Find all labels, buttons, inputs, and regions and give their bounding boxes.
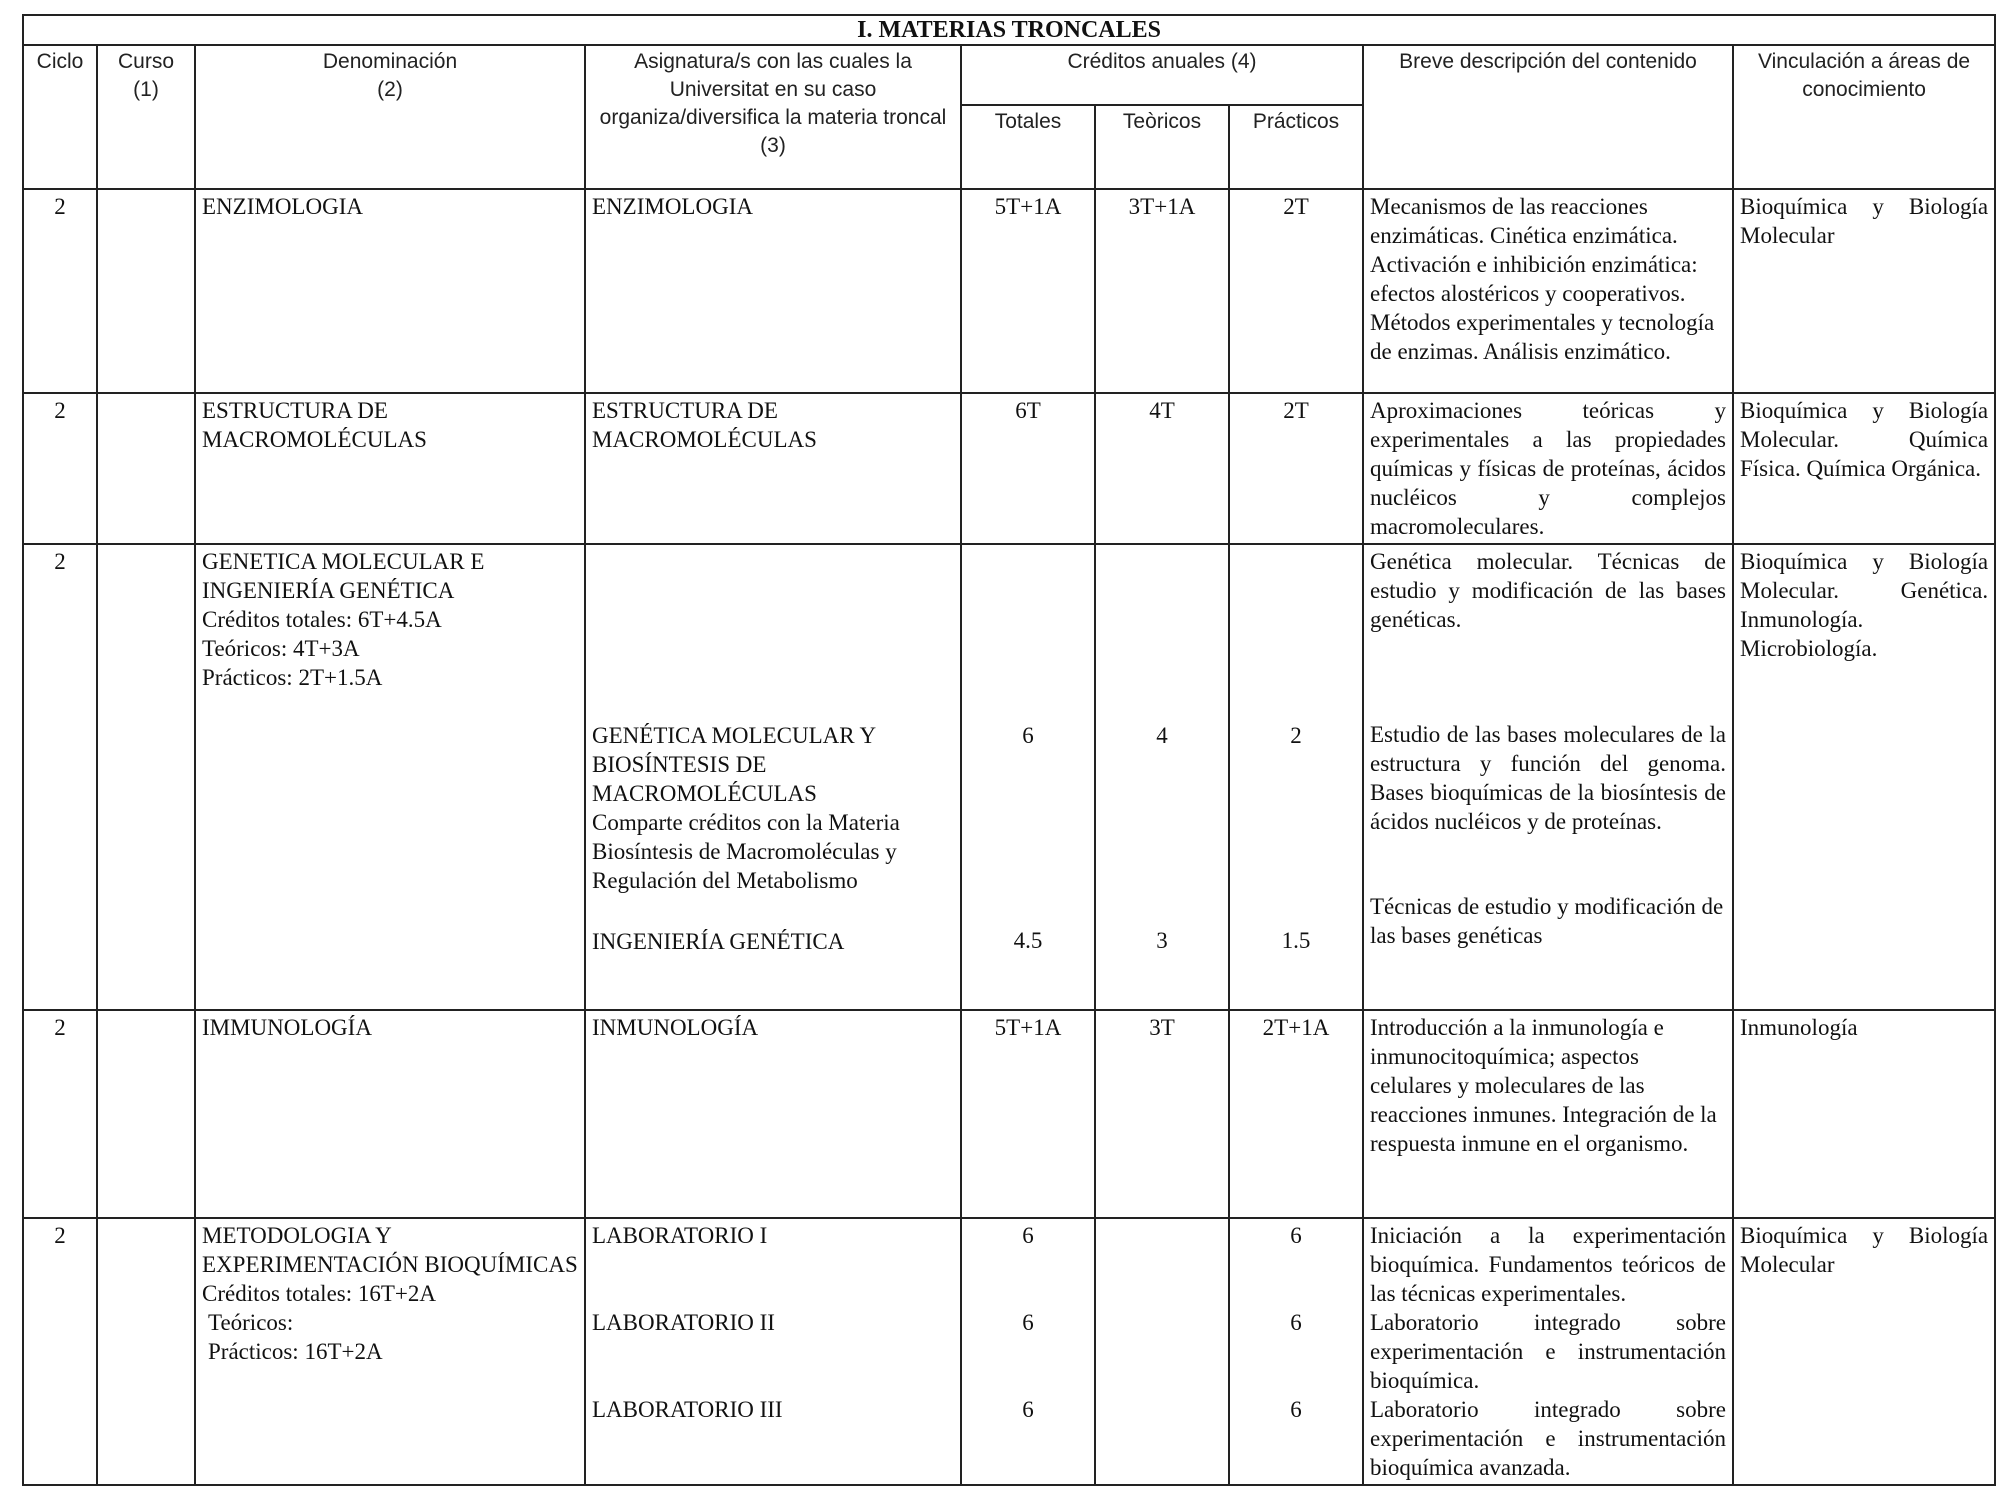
header-curso-note: (1) bbox=[133, 78, 159, 101]
teoricos-line: Teóricos: 4T+3A bbox=[202, 636, 360, 661]
cell-teoricos bbox=[1095, 544, 1229, 1010]
cell-vinculacion: Bioquímica y Biología Molecular bbox=[1733, 1218, 1995, 1485]
subject-teoricos: 3 bbox=[1156, 928, 1168, 953]
header-asignaturas: Asignatura/s con las cuales la Universitat en su caso organiza/diversifica la materia troncal (3) bbox=[585, 45, 961, 189]
subject-teoricos: 4 bbox=[1156, 723, 1168, 748]
subject-practicos: 6 bbox=[1290, 1397, 1302, 1422]
cell-descripcion: Introducción a la inmunología e inmunocitoquímica; aspectos celulares y moleculares de las reacciones inmunes. Integración de la respuesta inmune en el organismo. bbox=[1363, 1010, 1733, 1218]
denominacion-name: GENETICA MOLECULAR E INGENIERÍA GENÉTICA bbox=[202, 549, 485, 603]
cell-descripcion: Mecanismos de las reacciones enzimáticas. Cinética enzimática. Activación e inhibición enzimática: efectos alostéricos y cooperativos. Métodos experimentales y tecnología de enzimas. Análisis enzimático. bbox=[1363, 189, 1733, 393]
materias-troncales-table bbox=[22, 14, 1996, 1486]
header-descripcion: Breve descripción del contenido bbox=[1363, 45, 1733, 189]
cell-curso bbox=[97, 1010, 195, 1218]
table-row bbox=[23, 544, 1995, 1010]
subject-name: INGENIERÍA GENÉTICA bbox=[592, 929, 845, 954]
cell-descripcion: Aproximaciones teóricas y experimentales a las propiedades químicas y físicas de proteínas, ácidos nucléicos y complejos macromoleculares. bbox=[1363, 393, 1733, 544]
cell-curso bbox=[97, 189, 195, 393]
cell-vinculacion: Bioquímica y Biología Molecular. Química Física. Química Orgánica. bbox=[1733, 393, 1995, 544]
cell-totales: 5T+1A bbox=[961, 1010, 1095, 1218]
subject-totales: 6 bbox=[1022, 723, 1034, 748]
cell-curso bbox=[97, 1218, 195, 1485]
subject-descripcion: Estudio de las bases moleculares de la estructura y función del genoma. Bases bioquímicas de la biosíntesis de ácidos nucléicos y de proteínas. bbox=[1370, 722, 1726, 834]
table-title: I. MATERIAS TRONCALES bbox=[23, 15, 1995, 45]
cell-asignatura bbox=[585, 1218, 961, 1485]
subject-practicos: 6 bbox=[1290, 1223, 1302, 1248]
table-row bbox=[23, 1218, 1995, 1485]
cell-totales: 5T+1A bbox=[961, 189, 1095, 393]
creditos-totales-line: Créditos totales: 6T+4.5A bbox=[202, 607, 442, 632]
header-creditos: Créditos anuales (4) bbox=[961, 45, 1363, 105]
cell-practicos: 2T+1A bbox=[1229, 1010, 1363, 1218]
subject-descripcion: Laboratorio integrado sobre experimentación e instrumentación bioquímica avanzada. bbox=[1370, 1397, 1726, 1480]
header-curso bbox=[97, 45, 195, 189]
header-vinculacion: Vinculación a áreas de conocimiento bbox=[1733, 45, 1995, 189]
cell-asignatura: ESTRUCTURA DE MACROMOLÉCULAS bbox=[585, 393, 961, 544]
header-teoricos: Teòricos bbox=[1095, 105, 1229, 189]
materia-descripcion: Genética molecular. Técnicas de estudio y modificación de las bases genéticas. bbox=[1370, 549, 1726, 632]
cell-descripcion bbox=[1363, 544, 1733, 1010]
subject-descripcion: Laboratorio integrado sobre experimentación e instrumentación bioquímica. bbox=[1370, 1310, 1726, 1393]
cell-ciclo: 2 bbox=[23, 544, 97, 1010]
cell-teoricos bbox=[1095, 1218, 1229, 1485]
table-row bbox=[23, 1010, 1995, 1218]
header-denominacion-note: (2) bbox=[377, 78, 403, 101]
cell-curso bbox=[97, 544, 195, 1010]
cell-denominacion: ESTRUCTURA DE MACROMOLÉCULAS bbox=[195, 393, 585, 544]
subject-totales: 6 bbox=[1022, 1223, 1034, 1248]
subject-totales: 6 bbox=[1022, 1397, 1034, 1422]
cell-denominacion bbox=[195, 544, 585, 1010]
cell-totales bbox=[961, 1218, 1095, 1485]
header-denominacion bbox=[195, 45, 585, 189]
practicos-line: Prácticos: 2T+1.5A bbox=[202, 665, 383, 690]
cell-practicos: 2T bbox=[1229, 393, 1363, 544]
subject-practicos: 6 bbox=[1290, 1310, 1302, 1335]
header-practicos: Prácticos bbox=[1229, 105, 1363, 189]
header-row bbox=[23, 45, 1995, 105]
cell-totales: 6T bbox=[961, 393, 1095, 544]
cell-asignatura: ENZIMOLOGIA bbox=[585, 189, 961, 393]
cell-denominacion: IMMUNOLOGÍA bbox=[195, 1010, 585, 1218]
cell-ciclo: 2 bbox=[23, 189, 97, 393]
subject-totales: 6 bbox=[1022, 1310, 1034, 1335]
cell-teoricos: 4T bbox=[1095, 393, 1229, 544]
cell-curso bbox=[97, 393, 195, 544]
cell-ciclo: 2 bbox=[23, 393, 97, 544]
subject-name: LABORATORIO I bbox=[592, 1223, 768, 1248]
creditos-totales-line: Créditos totales: 16T+2A bbox=[202, 1281, 436, 1306]
cell-teoricos: 3T bbox=[1095, 1010, 1229, 1218]
teoricos-line: Teóricos: bbox=[208, 1310, 294, 1335]
cell-vinculacion: Bioquímica y Biología Molecular bbox=[1733, 189, 1995, 393]
denominacion-name: METODOLOGIA Y EXPERIMENTACIÓN BIOQUÍMICAS bbox=[202, 1223, 578, 1277]
cell-totales bbox=[961, 544, 1095, 1010]
cell-ciclo: 2 bbox=[23, 1010, 97, 1218]
subject-name: GENÉTICA MOLECULAR Y BIOSÍNTESIS DE MACROMOLÉCULAS bbox=[592, 723, 876, 806]
cell-denominacion: ENZIMOLOGIA bbox=[195, 189, 585, 393]
subject-practicos: 2 bbox=[1290, 723, 1302, 748]
subject-note: Comparte créditos con la Materia Biosíntesis de Macromoléculas y Regulación del Metabolismo bbox=[592, 810, 900, 893]
subject-descripcion: Técnicas de estudio y modificación de las bases genéticas bbox=[1370, 894, 1724, 948]
title-row bbox=[23, 15, 1995, 45]
subject-name: LABORATORIO II bbox=[592, 1310, 775, 1335]
table-row bbox=[23, 393, 1995, 544]
cell-asignatura: INMUNOLOGÍA bbox=[585, 1010, 961, 1218]
cell-denominacion bbox=[195, 1218, 585, 1485]
cell-ciclo: 2 bbox=[23, 1218, 97, 1485]
header-curso-label: Curso bbox=[117, 50, 175, 73]
cell-practicos bbox=[1229, 1218, 1363, 1485]
header-ciclo: Ciclo bbox=[23, 45, 97, 189]
subject-name: LABORATORIO III bbox=[592, 1397, 783, 1422]
practicos-line: Prácticos: 16T+2A bbox=[208, 1339, 383, 1364]
cell-descripcion bbox=[1363, 1218, 1733, 1485]
header-denominacion-label: Denominación bbox=[322, 50, 458, 73]
cell-practicos: 2T bbox=[1229, 189, 1363, 393]
cell-vinculacion: Inmunología bbox=[1733, 1010, 1995, 1218]
cell-practicos bbox=[1229, 544, 1363, 1010]
header-totales: Totales bbox=[961, 105, 1095, 189]
cell-vinculacion: Bioquímica y Biología Molecular. Genética. Inmunología. Microbiología. bbox=[1733, 544, 1995, 1010]
subject-totales: 4.5 bbox=[1013, 928, 1043, 953]
cell-teoricos: 3T+1A bbox=[1095, 189, 1229, 393]
table-row bbox=[23, 189, 1995, 393]
subject-practicos: 1.5 bbox=[1281, 928, 1311, 953]
subject-descripcion: Iniciación a la experimentación bioquímica. Fundamentos teóricos de las técnicas experimentales. bbox=[1370, 1223, 1726, 1306]
cell-asignatura bbox=[585, 544, 961, 1010]
